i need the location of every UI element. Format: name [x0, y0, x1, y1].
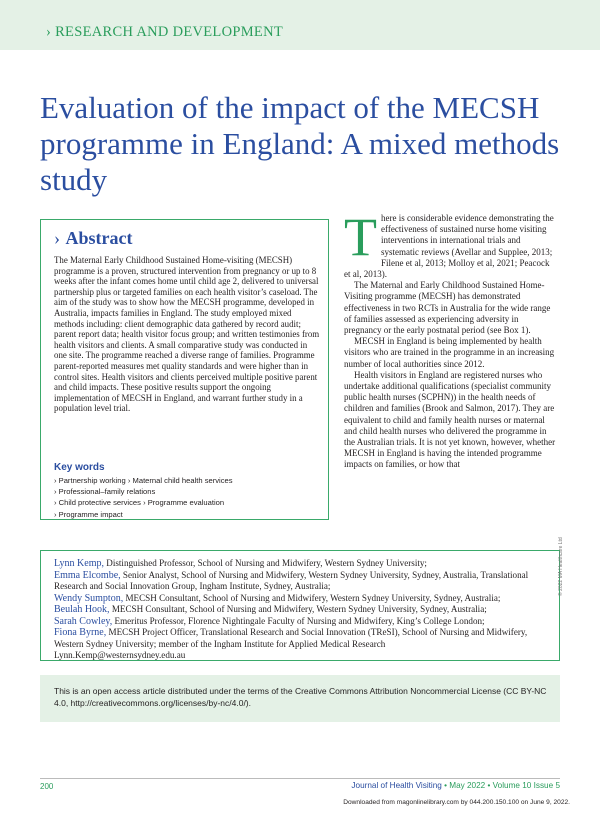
- keyword-item: › Programme impact: [54, 509, 123, 519]
- journal-issue: • May 2022 • Volume 10 Issue 5: [441, 781, 560, 790]
- author-affiliation: Emeritus Professor, Florence Nightingale Faculty of Nursing and Midwifery, King’s College London;: [112, 615, 485, 626]
- author-affiliation: Distinguished Professor, School of Nursing and Midwifery, Western Sydney University;: [104, 558, 427, 568]
- author-name: Sarah Cowley,: [54, 615, 113, 627]
- abstract-heading: [54, 228, 133, 249]
- author-affiliation: MECSH Consultant, School of Nursing and Midwifery, Western Sydney University, Sydney, Australia;: [123, 592, 501, 603]
- side-copyright: © 2022 MA Healthcare Ltd: [558, 537, 564, 596]
- abstract-heading-label: Abstract: [65, 228, 133, 248]
- body-paragraph: Health visitors in England are registered nurses who undertake additional qualifications (specialist community public health nurses (SCPHN)) in the health needs of children and families (Brook and Salmon, 2017). They are equivalent to child and family health nurses or maternal and child health nurses who delivered the programme in the Australian trials. It is not yet known, however, whether MECSH in England is having the intended programme impacts on families, or how that: [344, 369, 556, 470]
- page-number: 200: [40, 782, 54, 791]
- keyword-item: › Professional–family relations: [54, 487, 156, 497]
- body-paragraph: The Maternal and Early Childhood Sustained Home-Visiting programme (MECSH) has demonstrated effectiveness in two RCTs in Australia for the wide range of families assessed as experiencing adversity in pregnancy or the early postnatal period (see Box 1).: [344, 280, 551, 336]
- keyword-item: › Programme evaluation: [143, 498, 225, 508]
- journal-name: Journal of Health Visiting: [351, 781, 442, 790]
- author-name: Emma Elcombe,: [54, 569, 121, 581]
- author-name: Beulah Hook,: [54, 604, 110, 615]
- author-name: Lynn Kemp,: [54, 558, 104, 569]
- author-affiliations: [54, 558, 554, 662]
- chevron-right-icon: ›: [46, 24, 52, 40]
- author-affiliation: Senior Analyst, School of Nursing and Midwifery, Western Sydney University, Sydney, Australia, Translational Research and Social Innovation Group, Ingham Institute, Sydney, Australia;: [54, 569, 529, 591]
- footer-rule: [40, 778, 560, 779]
- keyword-item: › Partnership working: [54, 476, 126, 485]
- correspondence-email[interactable]: Lynn.Kemp@westernsydney.edu.au: [54, 650, 186, 660]
- body-paragraph: There is considerable evidence demonstrating the effectiveness of sustained nurse home visiting interventions in international trials and systematic reviews (Avellar and Supplee, 2013; Filene et al, 2013; Molloy et al, 2021; Peacock et al, 2013).: [344, 207, 554, 280]
- journal-footer: [351, 781, 560, 790]
- author-affiliation: MECSH Project Officer, Translational Research and Social Innovation (TReSI), School of Nursing and Midwifery, Western Sydney University; member of the Ingham Institute for Applied Medical Research: [54, 627, 528, 649]
- author-name: Fiona Byrne,: [54, 627, 107, 638]
- license-text: This is an open access article distributed under the terms of the Creative Commons Attribution Noncommercial License (CC BY-NC 4.0, http://creativecommons.org/licenses/by-nc/4.0/).: [54, 686, 547, 708]
- keywords-list: [54, 475, 322, 520]
- abstract-text: The Maternal Early Childhood Sustained Home-visiting (MECSH) programme is a proven, structured intervention from pregnancy or up to 8 weeks after the infant comes home until child age 2, delivered to universal partnership plus or targeted families on each health visitor’s caseload. The aim of the study was to show how the MECSH programme, developed in Australia, impacts families in England. The study employed mixed methods including: client demographic data gathered by record audit; parent report data; health visitor focus group; and written testimonies from health visitors and clients. A small comparative study was conducted in one site. The programme reached a diverse range of families. Programme parent-reported measures met quality standards and were higher than in control sites. Health visitors and clients perceived multiple positive parent and child impacts. These positive results support the ongoing implementation of MECSH in England, and warrant further study in a population level trial.: [54, 255, 320, 414]
- section-tag: [46, 24, 283, 41]
- section-label: RESEARCH AND DEVELOPMENT: [55, 24, 284, 40]
- body-column: [344, 207, 556, 524]
- chevron-right-icon: ›: [54, 228, 60, 248]
- drop-cap: T: [344, 207, 377, 267]
- keywords-heading: Key words: [54, 462, 105, 473]
- article-title: Evaluation of the impact of the MECSH programme in England: A mixed methods study: [40, 90, 560, 197]
- author-name: Wendy Sumpton,: [54, 592, 124, 604]
- keyword-item: › Child protective services: [54, 498, 141, 508]
- body-paragraph: MECSH in England is being implemented by health visitors who are trained in the programme in an increasing number of local authorities since 2012.: [344, 336, 555, 369]
- download-notice: Downloaded from magonlinelibrary.com by 044.200.150.100 on June 9, 2022.: [343, 799, 570, 806]
- keyword-item: › Maternal child health services: [127, 476, 233, 485]
- author-affiliation: MECSH Consultant, School of Nursing and Midwifery, Western Sydney University, Sydney, Australia;: [109, 604, 487, 614]
